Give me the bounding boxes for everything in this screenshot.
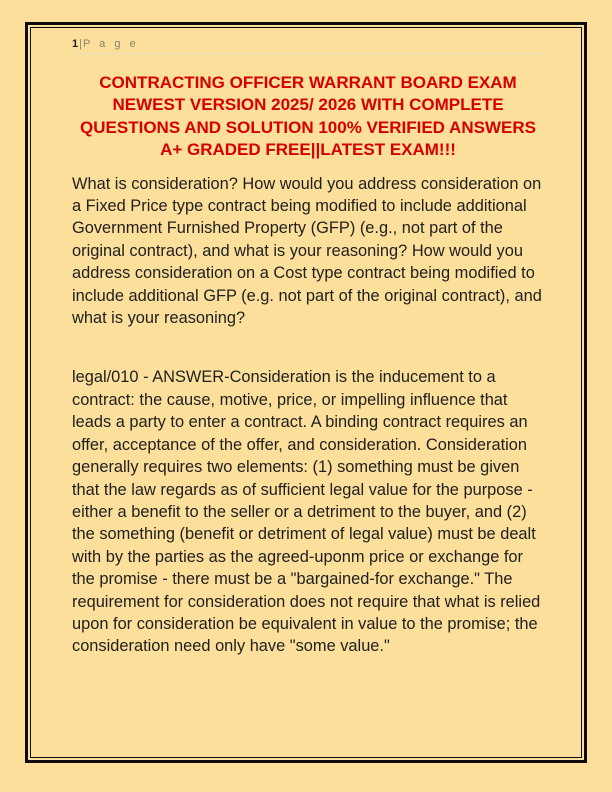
page-header bbox=[72, 37, 544, 51]
page-border-inner bbox=[30, 27, 582, 758]
page-header-label: P a g e bbox=[82, 38, 139, 50]
page-border-outer bbox=[25, 22, 587, 763]
answer-paragraph: legal/010 - ANSWER-Consideration is the inducement to a contract: the cause, motive, price, or impelling influence that leads a party to enter a contract. A binding contract requires an offer, acceptance of the offer, and consideration. Consideration generally requires two elements: (1) something must be given that the law regards as of sufficient legal value for the purpose - either a benefit to the seller or a detriment to the buyer, and (2) the something (benefit or detriment of legal value) must be dealt with by the parties as the agreed-uponm price or exchange for the promise - there must be a "bargained-for exchange." The requirement for consideration does not require that what is relied upon for consideration be equivalent in value to the promise; the consideration need only have "some value." bbox=[72, 368, 541, 656]
exam-title: CONTRACTING OFFICER WARRANT BOARD EXAM NEWEST VERSION 2025/ 2026 WITH COMPLETE QUESTIONS AND SOLUTION 100% VERIFIED ANSWERS A+ GRADED FREE||LATEST EXAM!!! bbox=[80, 73, 536, 160]
page-content bbox=[72, 37, 544, 658]
page-number: 1 bbox=[72, 38, 79, 50]
question-paragraph: What is consideration? How would you address consideration on a Fixed Price type contract being modified to include additional Government Furnished Property (GFP) (e.g., not part of the original contract), and what is your reasoning? How would you address consideration on a Cost type contract being modified to include additional GFP (e.g. not part of the original contract), and what is your reasoning? bbox=[72, 174, 542, 328]
page-number-separator: | bbox=[79, 38, 82, 50]
header-rule bbox=[72, 53, 544, 54]
